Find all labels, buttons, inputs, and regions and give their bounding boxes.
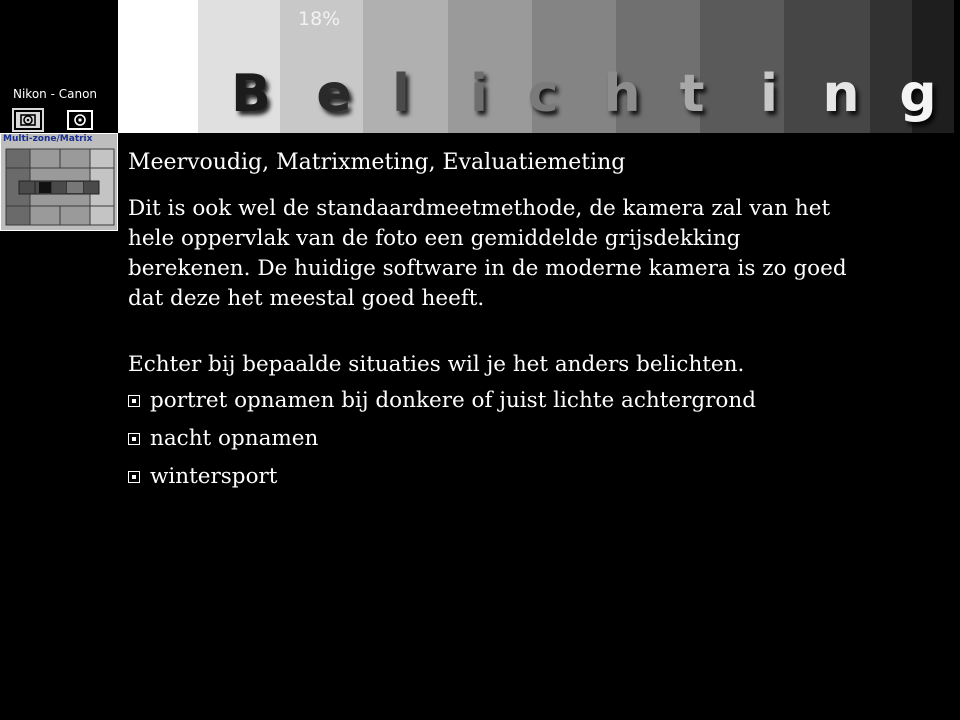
brand-label: Nikon - Canon <box>13 87 98 101</box>
title-letter: t <box>679 64 705 124</box>
title-letter: i <box>760 64 778 124</box>
header-banner <box>0 0 960 133</box>
slide-subtitle: Meervoudig, Matrixmeting, Evaluatiemeting <box>128 150 626 175</box>
list-item-text: wintersport <box>150 464 278 489</box>
title-letter: n <box>822 64 860 124</box>
title-letter: h <box>603 64 641 124</box>
bullet-square-icon <box>128 395 140 407</box>
matrix-metering-icon-canon <box>64 108 96 132</box>
title-letter: l <box>392 64 410 124</box>
slide-body <box>128 146 948 496</box>
matrix-metering-icon-nikon <box>12 108 44 132</box>
banner-edge <box>954 0 960 133</box>
gray-strip <box>118 0 198 133</box>
bullet-square-icon <box>128 471 140 483</box>
list-item <box>128 420 948 458</box>
list-item <box>128 458 948 496</box>
title-letter: e <box>316 64 352 124</box>
body-paragraph: Echter bij bepaalde situaties wil je het anders belichten. <box>128 352 745 377</box>
body-paragraph: Dit is ook wel de standaardmeetmethode, de kamera zal van het hele oppervlak van de foto een gemiddelde grijsdekking berekenen. De huidige software in de moderne kamera is zo goed dat deze het meestal goed heeft. <box>128 196 847 311</box>
matrix-metering-diagram <box>0 133 118 231</box>
gray-percent-label: 18% <box>298 8 341 30</box>
thumb-caption: Multi-zone/Matrix <box>3 134 93 144</box>
title-letter: B <box>231 64 271 124</box>
list-item-text: portret opnamen bij donkere of juist lichte achtergrond <box>150 388 756 413</box>
title-letter: g <box>899 64 937 124</box>
bullet-square-icon <box>128 433 140 445</box>
title-letter: c <box>527 64 559 124</box>
list-item <box>128 382 948 420</box>
list-item-text: nacht opnamen <box>150 426 319 451</box>
title-letter: i <box>470 64 488 124</box>
